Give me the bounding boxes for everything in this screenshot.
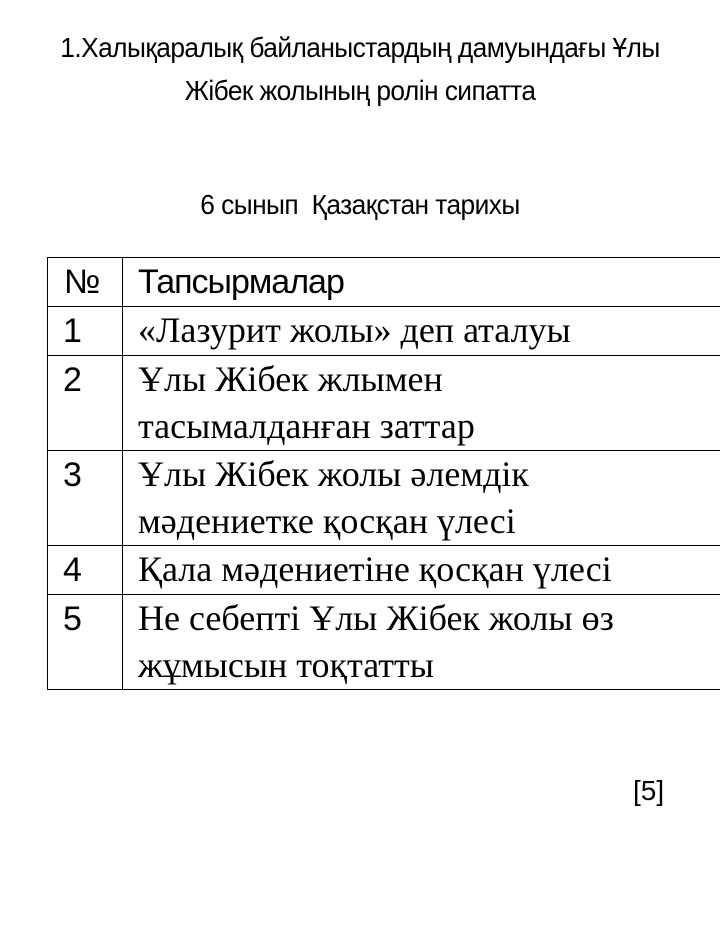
task-cell	[123, 546, 720, 595]
table-row	[48, 546, 720, 595]
task-title: 1.Халықаралық байланыстардың дамуындағы Ұлы Жібек жолының ролін сипатта	[60, 32, 660, 106]
task-text-line: Ұлы Жібек жлымен	[138, 359, 443, 399]
tasks-table	[47, 257, 720, 690]
grade-subject-label: 6 сынып Қазақстан тарихы	[200, 189, 520, 220]
table-row	[48, 595, 720, 690]
table-header-row	[48, 258, 720, 307]
row-number: 1	[48, 307, 123, 356]
column-header-number: №	[48, 258, 123, 307]
table-row	[48, 307, 720, 356]
task-text-line: Ұлы Жібек жолы әлемдік	[138, 454, 529, 494]
task-text-line: «Лазурит жолы» деп аталуы	[138, 310, 571, 350]
task-text-line: мәдениетке қосқан үлесі	[138, 501, 516, 541]
task-cell	[123, 307, 720, 356]
task-cell	[123, 595, 720, 690]
task-text-line: тасымалданған заттар	[138, 406, 475, 446]
task-text-line: жұмысын тоқтатты	[138, 645, 434, 685]
task-text-line: Қала мәдениетіне қосқан үлесі	[138, 549, 612, 589]
task-text-line: Не себепті Ұлы Жібек жолы өз	[138, 598, 614, 638]
column-header-tasks: Тапсырмалар	[123, 258, 720, 307]
task-cell	[123, 451, 720, 546]
row-number: 4	[48, 546, 123, 595]
row-number: 5	[48, 595, 123, 690]
row-number: 3	[48, 451, 123, 546]
task-cell	[123, 356, 720, 451]
score-mark: [5]	[633, 775, 665, 806]
row-number: 2	[48, 356, 123, 451]
table-row	[48, 451, 720, 546]
table-row	[48, 356, 720, 451]
